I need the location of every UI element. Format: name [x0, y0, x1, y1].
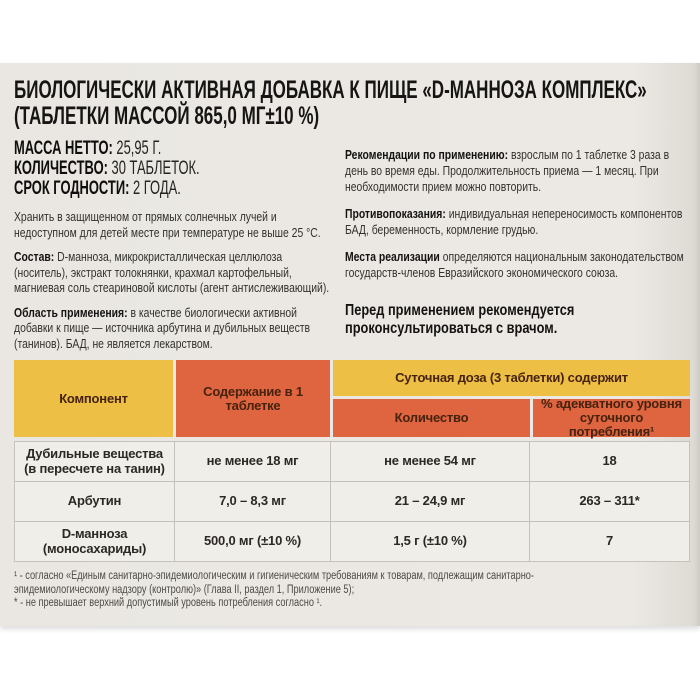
cell-component: Дубильные вещества (в пересчете на танин) [15, 442, 175, 481]
footnotes [14, 570, 555, 611]
recommendations-text: взрослым по 1 таблетке 3 раза в день во время еды. Продолжительность приема — 1 месяц. При необходимости прием можно повторить. [345, 147, 670, 194]
quantity-value: 30 ТАБЛЕТОК. [111, 158, 200, 179]
nutrition-table [14, 360, 690, 562]
composition-label: Состав: [14, 249, 55, 264]
shelf-life-row [14, 179, 334, 199]
composition-paragraph [14, 249, 334, 296]
right-column [345, 147, 691, 338]
left-column [14, 139, 334, 360]
sales-text: определяются национальным законодательством государств-членов Евразийского экономического союза. [345, 249, 684, 280]
table-row-d-mannose [15, 521, 689, 561]
contraindications-text: индивидуальная непереносимость компонентов БАД, беременность, кормление грудью. [345, 206, 683, 237]
contraindications-label: Противопоказания: [345, 206, 446, 221]
nutrition-table-header [14, 360, 690, 437]
scope-paragraph [14, 305, 334, 352]
shelf-life-label: СРОК ГОДНОСТИ: [14, 178, 130, 199]
product-title-line-2: (ТАБЛЕТКИ МАССОЙ 865,0 МГ±10 %) [14, 102, 320, 130]
footnote-2: * - не превышает верхний допустимый уровень потребления согласно ¹. [14, 597, 323, 609]
nutrition-table-body [14, 441, 690, 562]
recommendations-paragraph [345, 147, 691, 195]
cell-per-tablet: 7,0 – 8,3 мг [175, 482, 331, 521]
header-cell-daily-dose-group: Суточная доза (3 таблетки) содержит [333, 360, 690, 396]
cell-adequacy: 263 – 311* [579, 493, 640, 509]
net-weight-value: 25,95 Г. [116, 138, 162, 159]
product-facts [14, 139, 334, 199]
net-weight-row [14, 139, 334, 159]
scope-text: в качестве биологически активной добавки к пище — источника арбутина и дубильных веществ (танинов). БАД, не является лекарством. [14, 304, 311, 351]
storage-paragraph: Хранить в защищенном от прямых солнечных лучей и недоступном для детей месте при температуре не выше 25 °С. [14, 209, 321, 240]
product-title [14, 77, 700, 129]
table-row-arbutin [15, 481, 689, 521]
contraindications-paragraph [345, 206, 691, 238]
cell-quantity: 21 – 24,9 мг [331, 482, 530, 521]
header-cell-per-tablet: Содержание в 1 таблетке [176, 360, 330, 437]
shelf-life-value: 2 ГОДА. [133, 178, 181, 199]
cell-quantity: 1,5 г (±10 %) [331, 522, 530, 561]
cell-quantity: не менее 54 мг [331, 442, 530, 481]
cell-per-tablet: 500,0 мг (±10 %) [175, 522, 331, 561]
scope-label: Область применения: [14, 304, 128, 320]
header-cell-component: Компонент [14, 360, 173, 437]
net-weight-label: МАССА НЕТТО: [14, 138, 113, 159]
header-cell-quantity: Количество [333, 399, 530, 437]
sales-paragraph [345, 249, 691, 281]
consult-warning: Перед применением рекомендуется проконсультироваться с врачом. [345, 302, 575, 337]
product-title-line-1: БИОЛОГИЧЕСКИ АКТИВНАЯ ДОБАВКА К ПИЩЕ «D-МАННОЗА КОМПЛЕКС» [14, 76, 647, 104]
cell-adequacy: 18 [602, 453, 617, 469]
recommendations-label: Рекомендации по применению: [345, 147, 509, 162]
quantity-row [14, 159, 334, 179]
cell-component: D-манноза (моносахариды) [15, 522, 175, 561]
table-row-tannins [15, 442, 689, 481]
package-label [0, 63, 700, 626]
sales-label: Места реализации [345, 249, 440, 264]
header-cell-adequacy: % адекватного уровня суточного потребления¹ [533, 399, 690, 437]
quantity-label: КОЛИЧЕСТВО: [14, 158, 108, 179]
cell-per-tablet: не менее 18 мг [175, 442, 331, 481]
cell-component: Арбутин [15, 482, 175, 521]
footnote-1: ¹ - согласно «Единым санитарно-эпидемиологическим и гигиеническим требованиям к товарам, подлежащим санитарно-эпидемиологическому надзору (контролю)» (Глава II, раздел 1, Приложение 5); [14, 570, 534, 596]
composition-text: D-манноза, микрокристаллическая целлюлоза (носитель), экстракт толокнянки, крахмал картофельный, магниевая соль стеариновой кислоты (агент антислеживающий). [14, 249, 330, 295]
cell-adequacy: 7 [605, 533, 614, 549]
